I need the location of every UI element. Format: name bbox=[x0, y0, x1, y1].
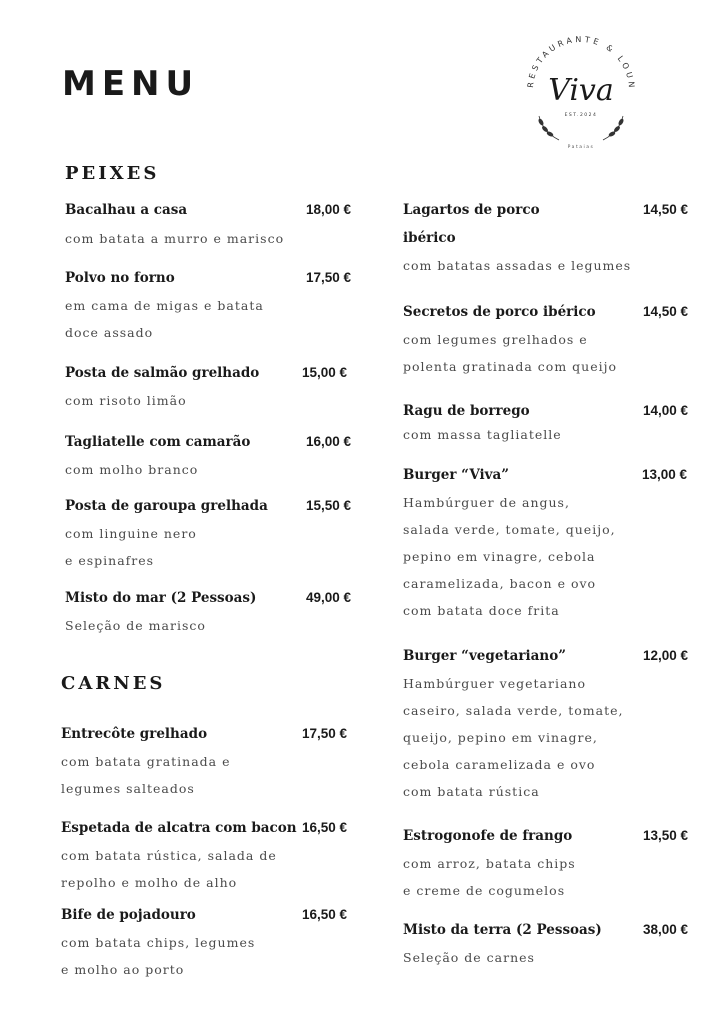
item-name: ibérico bbox=[403, 230, 456, 246]
item-price: 12,00 € bbox=[642, 648, 688, 663]
item-price: 38,00 € bbox=[642, 922, 688, 937]
menu-item bbox=[403, 828, 688, 898]
menu-item bbox=[65, 202, 351, 246]
item-price: 14,00 € bbox=[642, 403, 688, 418]
menu-item bbox=[61, 907, 347, 977]
page-title: MENU bbox=[62, 64, 200, 104]
item-desc: salada verde, tomate, queijo, bbox=[403, 522, 616, 537]
menu-item bbox=[403, 403, 688, 442]
logo-est: EST.2024 bbox=[564, 113, 598, 118]
item-price: 14,50 € bbox=[642, 304, 688, 319]
item-desc: doce assado bbox=[65, 325, 154, 340]
menu-item bbox=[403, 922, 688, 965]
menu-item bbox=[403, 202, 688, 273]
item-price: 49,00 € bbox=[305, 590, 351, 605]
menu-item bbox=[403, 648, 688, 799]
item-price: 15,50 € bbox=[305, 498, 351, 513]
item-name: Bacalhau a casa bbox=[65, 202, 188, 218]
menu-item bbox=[61, 820, 347, 890]
item-desc: repolho e molho de alho bbox=[61, 875, 238, 890]
item-name: Misto da terra (2 Pessoas) bbox=[403, 922, 602, 938]
item-desc: com batata doce frita bbox=[403, 603, 560, 618]
item-desc: e espinafres bbox=[65, 553, 155, 568]
item-desc: legumes salteados bbox=[61, 781, 195, 796]
item-desc: Seleção de carnes bbox=[403, 950, 535, 965]
item-name: Entrecôte grelhado bbox=[61, 726, 208, 742]
item-price: 16,50 € bbox=[301, 820, 347, 835]
item-name: Posta de salmão grelhado bbox=[65, 365, 260, 381]
item-name: Espetada de alcatra com bacon bbox=[61, 820, 297, 836]
menu-item bbox=[65, 270, 351, 340]
item-desc: com batata chips, legumes bbox=[61, 935, 256, 950]
item-price: 16,50 € bbox=[301, 907, 347, 922]
menu-item bbox=[403, 467, 687, 618]
item-desc: com batatas assadas e legumes bbox=[403, 258, 632, 273]
item-desc: em cama de migas e batata bbox=[65, 298, 264, 313]
item-desc: caseiro, salada verde, tomate, bbox=[403, 703, 624, 718]
laurel-right-icon bbox=[603, 116, 624, 140]
item-desc: Seleção de marisco bbox=[65, 618, 206, 633]
item-desc: com massa tagliatelle bbox=[403, 427, 562, 442]
menu-item bbox=[65, 365, 347, 408]
item-desc: com batata rústica bbox=[403, 784, 540, 799]
menu-item bbox=[65, 434, 351, 477]
item-desc: com batata gratinada e bbox=[61, 754, 231, 769]
item-name: Posta de garoupa grelhada bbox=[65, 498, 268, 514]
item-name: Misto do mar (2 Pessoas) bbox=[65, 590, 257, 606]
item-price: 15,00 € bbox=[301, 365, 347, 380]
item-name: Estrogonofe de frango bbox=[403, 828, 573, 844]
logo-arc-text: RESTAURANTE & LOUN bbox=[525, 34, 637, 91]
menu-item bbox=[403, 304, 688, 374]
item-desc: queijo, pepino em vinagre, bbox=[403, 730, 598, 745]
item-name: Burger “vegetariano” bbox=[403, 648, 566, 664]
item-desc: com batata rústica, salada de bbox=[61, 848, 277, 863]
section-peixes: PEIXES bbox=[65, 163, 160, 184]
item-desc: com legumes grelhados e bbox=[403, 332, 588, 347]
item-desc: com risoto limão bbox=[65, 393, 187, 408]
item-desc: Hambúrguer de angus, bbox=[403, 495, 570, 510]
logo-bottom-text: Pataias bbox=[567, 145, 595, 150]
item-desc: com arroz, batata chips bbox=[403, 856, 576, 871]
item-price: 13,00 € bbox=[641, 467, 687, 482]
item-desc: polenta gratinada com queijo bbox=[403, 359, 618, 374]
item-name: Secretos de porco ibérico bbox=[403, 304, 596, 320]
item-name: Ragu de borrego bbox=[403, 403, 530, 419]
item-desc: Hambúrguer vegetariano bbox=[403, 676, 586, 691]
item-price: 14,50 € bbox=[642, 202, 688, 217]
item-desc: e molho ao porto bbox=[61, 962, 185, 977]
item-price: 13,50 € bbox=[642, 828, 688, 843]
item-desc: com molho branco bbox=[65, 462, 199, 477]
item-desc: com linguine nero bbox=[65, 526, 197, 541]
logo-name: Viva bbox=[548, 73, 614, 108]
item-price: 16,00 € bbox=[305, 434, 351, 449]
item-name: Lagartos de porco bbox=[403, 202, 540, 218]
item-desc: pepino em vinagre, cebola bbox=[403, 549, 596, 564]
item-price: 17,50 € bbox=[305, 270, 351, 285]
item-name: Polvo no forno bbox=[65, 270, 175, 286]
item-desc: cebola caramelizada e ovo bbox=[403, 757, 596, 772]
section-carnes: CARNES bbox=[61, 673, 166, 694]
item-price: 18,00 € bbox=[305, 202, 351, 217]
item-desc: com batata a murro e marisco bbox=[65, 231, 285, 246]
item-name: Tagliatelle com camarão bbox=[65, 434, 251, 450]
item-desc: e creme de cogumelos bbox=[403, 883, 566, 898]
item-price: 17,50 € bbox=[301, 726, 347, 741]
menu-item bbox=[61, 726, 347, 796]
menu-item bbox=[65, 590, 351, 633]
laurel-left-icon bbox=[538, 116, 559, 140]
restaurant-logo bbox=[519, 28, 643, 152]
item-desc: caramelizada, bacon e ovo bbox=[403, 576, 597, 591]
item-name: Bife de pojadouro bbox=[61, 907, 196, 923]
item-name: Burger “Viva” bbox=[403, 467, 510, 483]
menu-item bbox=[65, 498, 351, 568]
